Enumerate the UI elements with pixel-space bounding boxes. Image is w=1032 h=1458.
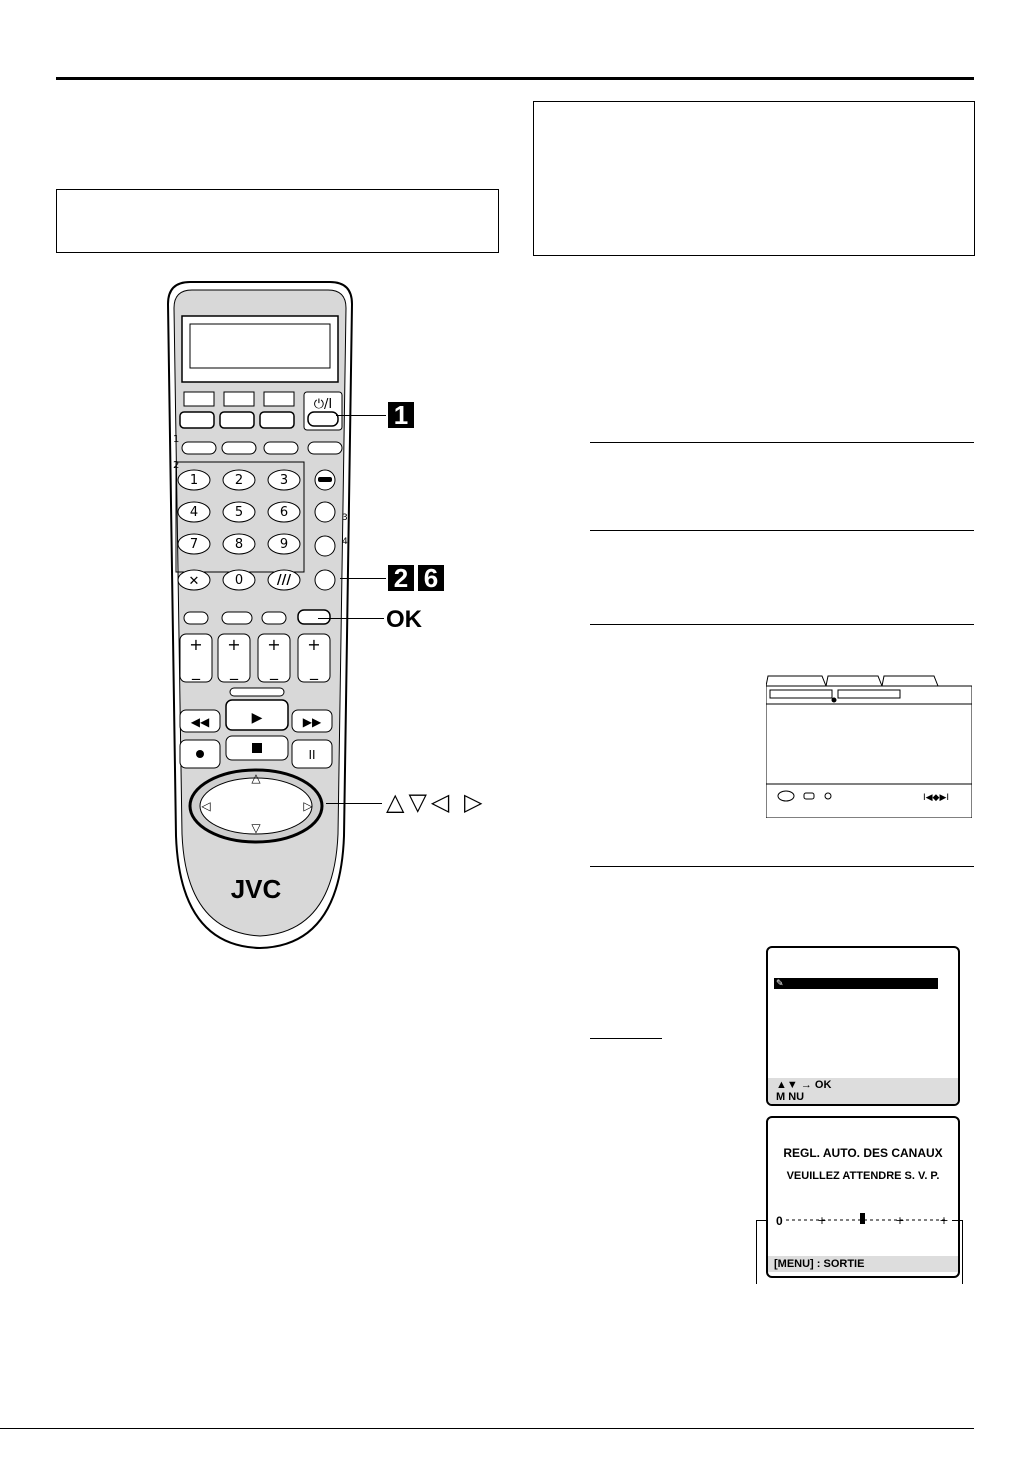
svg-text:7: 7 [189, 537, 199, 552]
svg-text:▶: ▶ [251, 710, 263, 726]
menu-highlight-bar [774, 978, 938, 989]
svg-text:_: _ [192, 661, 200, 680]
osd-scale-start: 0 [776, 1214, 783, 1228]
osd-menu-footer-nav: ▲▼ → OK [776, 1079, 832, 1091]
osd-tab-menu-screen [766, 674, 972, 818]
svg-text:✕: ✕ [188, 574, 200, 589]
bracket-right [962, 1220, 963, 1284]
step-divider-2 [590, 530, 974, 531]
svg-text:_: _ [230, 661, 238, 680]
callout-line-step1 [336, 415, 386, 416]
svg-text:◀◀: ◀◀ [190, 715, 210, 729]
arrow-keys-label: △▽◁ ▷ [386, 789, 487, 816]
step-divider-4 [590, 866, 974, 867]
svg-text:3: 3 [279, 473, 289, 488]
svg-text:+: + [895, 1214, 905, 1227]
svg-text:▶▶: ▶▶ [302, 715, 322, 729]
text-underline [590, 1038, 662, 1039]
svg-text:2: 2 [234, 473, 244, 488]
svg-text:1: 1 [189, 473, 199, 488]
svg-text:2: 2 [173, 460, 180, 471]
step-divider-1 [590, 442, 974, 443]
ok-label: OK [386, 606, 422, 633]
bracket-left-top [756, 1220, 768, 1221]
power-icon: ⏻/I [313, 397, 333, 412]
svg-text:▽: ▽ [251, 821, 261, 835]
svg-text:+: + [939, 1214, 949, 1227]
svg-text:+: + [267, 635, 281, 654]
bracket-left [756, 1220, 757, 1284]
osd-menu-footer [768, 1078, 958, 1104]
svg-text:II: II [308, 748, 316, 762]
bottom-rule [0, 1428, 974, 1429]
svg-text:0: 0 [234, 573, 244, 588]
svg-text:◁: ◁ [201, 799, 211, 813]
svg-text:△: △ [251, 771, 261, 785]
svg-text:3: 3 [342, 513, 348, 523]
step-marker-2: 2 [388, 565, 414, 591]
osd-menu-footer-menu: M NU [776, 1091, 805, 1103]
svg-text:I◀◆▶I: I◀◆▶I [922, 793, 950, 803]
osd-progress-screen [766, 1116, 960, 1278]
svg-text:///: /// [276, 573, 292, 588]
osd-progress-wait: VEUILLEZ ATTENDRE S. V. P. [786, 1170, 940, 1182]
osd-progress-footer: [MENU] : SORTIE [768, 1256, 958, 1272]
osd-progress-title: REGL. AUTO. DES CANAUX [783, 1146, 943, 1160]
bracket-right-top [952, 1220, 963, 1221]
svg-text:4: 4 [189, 505, 199, 520]
svg-text:+: + [189, 635, 203, 654]
remote-control-illustration [160, 276, 360, 956]
svg-text:4: 4 [342, 537, 348, 547]
svg-text:+: + [817, 1214, 827, 1227]
step-marker-1: 1 [388, 402, 414, 428]
svg-text:8: 8 [234, 537, 244, 552]
svg-text:_: _ [310, 661, 318, 680]
osd-progress-scale [768, 1206, 958, 1232]
step-divider-3 [590, 624, 974, 625]
note-box-right [533, 101, 975, 256]
svg-text:_: _ [270, 661, 278, 680]
osd-menu-screen [766, 946, 960, 1106]
callout-line-arrows [326, 803, 382, 804]
note-box-left [56, 189, 499, 253]
callout-line-ok [318, 618, 384, 619]
svg-text:1: 1 [173, 434, 180, 445]
svg-text:9: 9 [279, 537, 289, 552]
top-rule [56, 77, 974, 80]
svg-text:+: + [227, 635, 241, 654]
step-marker-6: 6 [418, 565, 444, 591]
svg-text:▷: ▷ [303, 799, 313, 813]
menu-edit-icon: ✎ [776, 978, 784, 988]
svg-text:6: 6 [279, 505, 289, 520]
svg-text:+: + [307, 635, 321, 654]
callout-line-step2-6 [340, 578, 386, 579]
svg-text:5: 5 [234, 505, 244, 520]
brand-logo: JVC [230, 874, 282, 904]
